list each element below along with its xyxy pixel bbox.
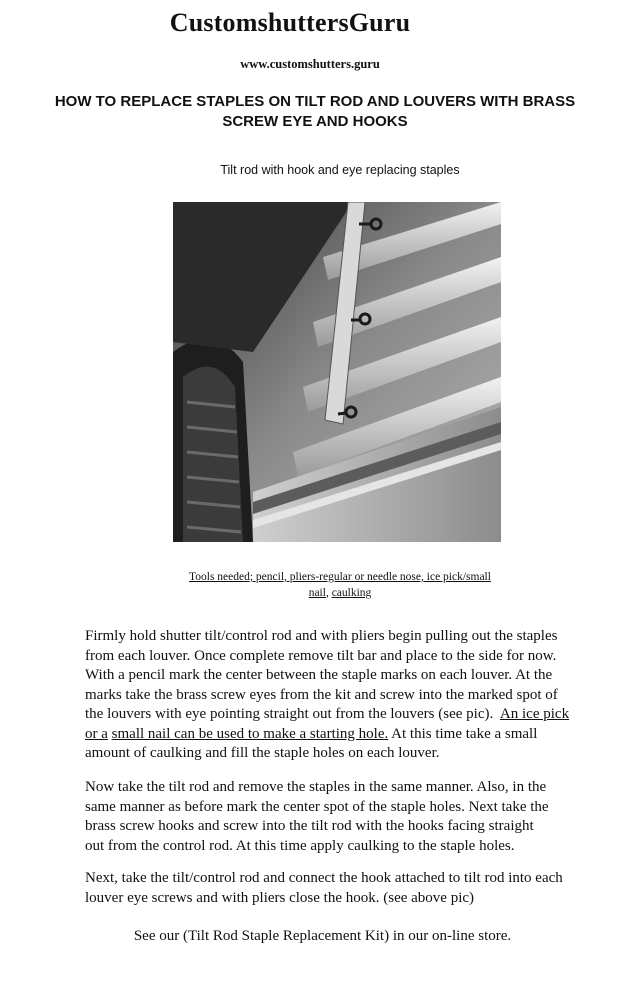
p3-line-2: louver eye screws and with pliers close the hook. (see above pic): [85, 889, 475, 906]
photo-caption: Tilt rod with hook and eye replacing staples: [220, 163, 460, 177]
p1-line-6-rest: At this time take a small: [388, 725, 538, 742]
instructions-paragraph-3: [85, 869, 585, 908]
tilt-rod-photo: [173, 202, 501, 542]
p1-line-6: [85, 725, 585, 745]
tilt-rod-illustration: [173, 202, 501, 542]
p2-line-4: out from the control rod. At this time apply caulking to the staple holes.: [85, 837, 515, 854]
p1-line-5-text: the louvers with eye pointing straight out from the louvers (see pic).: [85, 706, 500, 722]
p1-line-7: amount of caulking and fill the staple holes on each louver.: [85, 745, 440, 761]
website-url[interactable]: www.customshutters.guru: [240, 57, 380, 71]
p2-line-2: same manner as before mark the center spot of the staple holes. Next take the: [85, 798, 549, 815]
tools-line-1: Tools needed; pencil, pliers-regular or needle nose, ice pick/small: [189, 571, 491, 583]
instructions-paragraph-1: [85, 627, 585, 764]
heading-line-1: HOW TO REPLACE STAPLES ON TILT ROD AND LOUVERS WITH BRASS: [54, 93, 576, 110]
ice-pick-note-2a: or a: [85, 725, 108, 742]
heading-line-2: SCREW EYE AND HOOKS: [222, 113, 408, 130]
tools-needed: [180, 569, 500, 601]
tools-separator: ,: [325, 587, 332, 599]
p1-line-2: from each louver. Once complete remove tilt bar and place to the side for now.: [85, 647, 557, 664]
tools-caulking: caulking: [331, 587, 372, 599]
brand-title: CustomshuttersGuru: [169, 8, 411, 37]
p1-line-3: With a pencil mark the center between the staple marks on each louver. At the: [85, 667, 553, 683]
p1-line-5: [85, 705, 585, 725]
p2-line-1: Now take the tilt rod and remove the staples in the same manner. Also, in the: [85, 779, 547, 795]
p3-line-1: Next, take the tilt/control rod and connect the hook attached to tilt rod into each: [85, 870, 563, 886]
ice-pick-note-2b: small nail can be used to make a starting hole.: [111, 725, 389, 742]
instructions-paragraph-2: [85, 778, 585, 856]
store-promo: See our (Tilt Rod Staple Replacement Kit) in our on-line store.: [133, 928, 512, 944]
page-heading: [30, 92, 600, 132]
ice-pick-note: An ice pick: [499, 706, 570, 722]
p1-line-4: marks take the brass screw eyes from the kit and screw into the marked spot of: [85, 686, 558, 703]
tools-nail: nail: [308, 587, 326, 599]
p2-line-3: brass screw hooks and screw into the tilt rod with the hooks facing straight: [85, 818, 534, 834]
p1-line-1: Firmly hold shutter tilt/control rod and with pliers begin pulling out the staples: [85, 628, 558, 644]
